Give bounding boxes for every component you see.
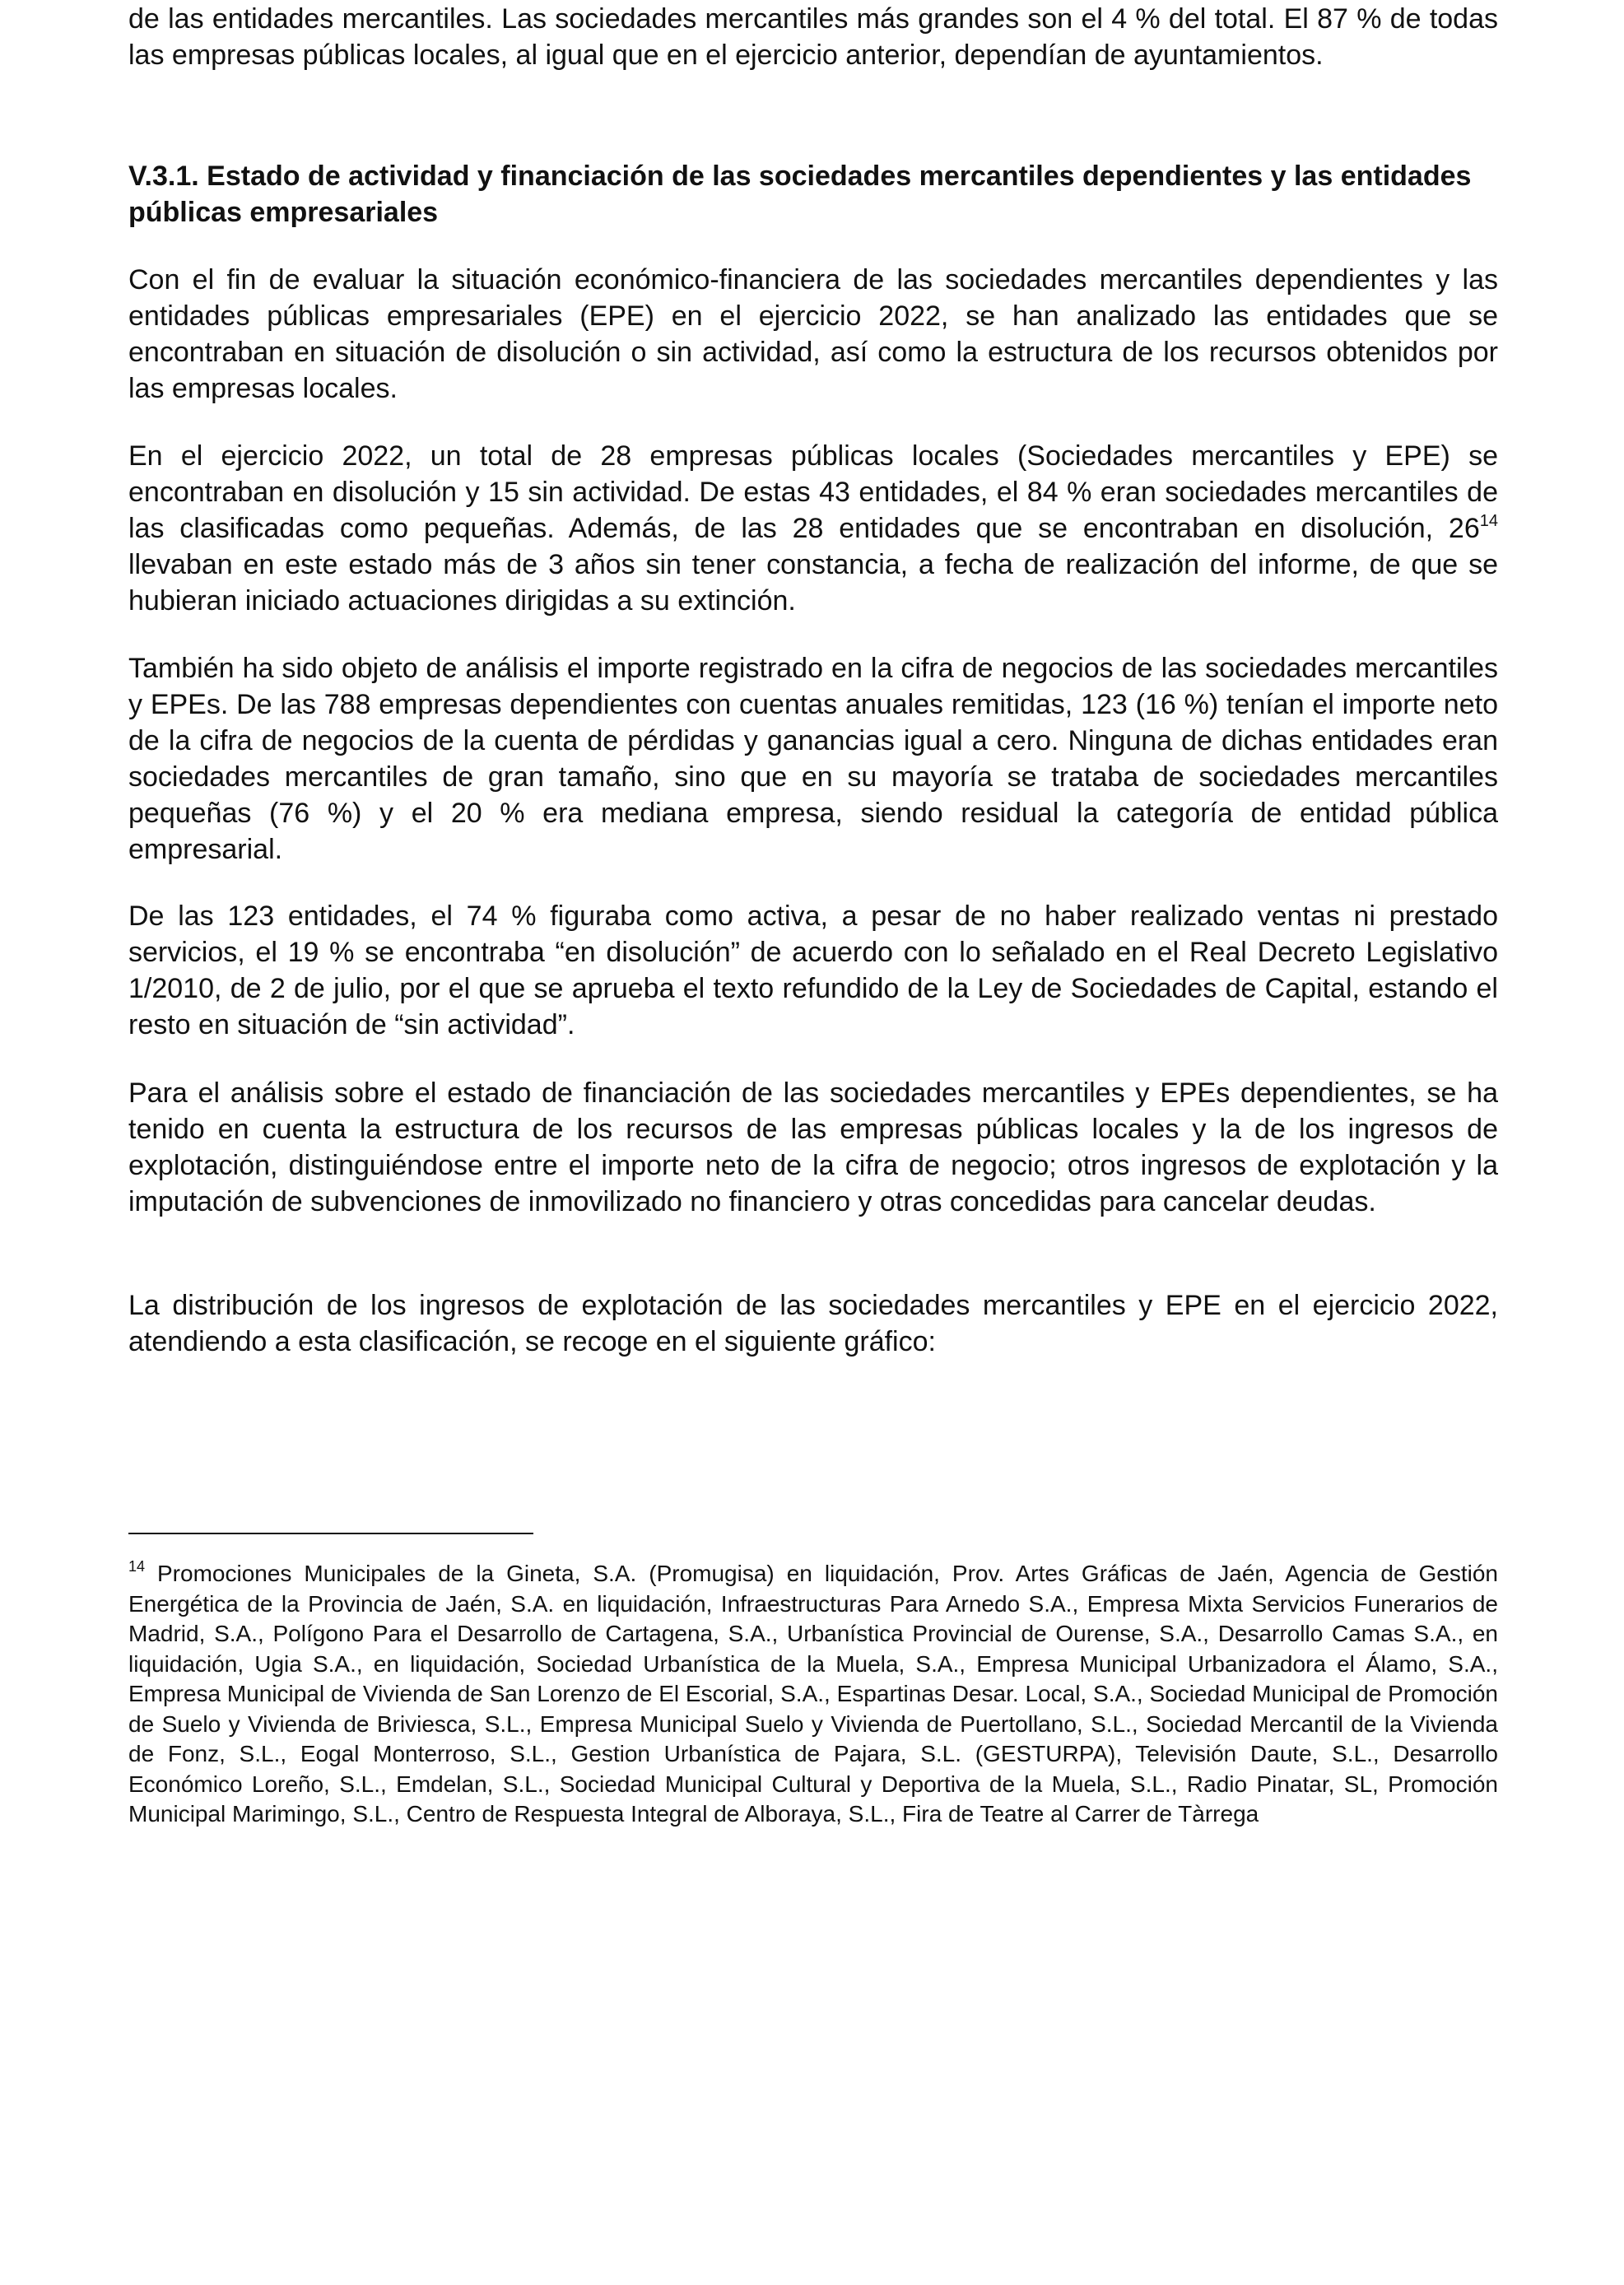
paragraph-dissolution <box>128 438 1498 619</box>
paragraph-evaluation: Con el fin de evaluar la situación económico-financiera de las sociedades mercantiles dependientes y las entidades públicas empresariales (EPE) en el ejercicio 2022, se han analizado las entidades que se encontraban en situación de disolución o sin actividad, así como la estructura de los recursos obtenidos por las empresas locales. <box>128 264 1498 404</box>
paragraph-turnover: También ha sido objeto de análisis el importe registrado en la cifra de negocios de las sociedades mercantiles y EPEs. De las 788 empresas dependientes con cuentas anuales remitidas, 123 (16 %) tenían el importe neto de la cifra de negocios de la cuenta de pérdidas y ganancias igual a cero. Ninguna de dichas entidades eran sociedades mercantiles de gran tamaño, sino que en su mayoría se trataba de sociedades mercantiles pequeñas (76 %) y el 20 % era mediana empresa, siendo residual la categoría de entidad pública empresarial. <box>128 653 1498 865</box>
paragraph-continuation: de las entidades mercantiles. Las sociedades mercantiles más grandes son el 4 % del total. El 87 % de todas las empresas públicas locales, al igual que en el ejercicio anterior, dependían de ayuntamientos. <box>128 3 1498 71</box>
paragraph-dissolution-text-a: En el ejercicio 2022, un total de 28 empresas públicas locales (Sociedades mercantiles y EPE) se encontraban en disolución y 15 sin actividad. De estas 43 entidades, el 84 % eran sociedades mercantiles de las clasificadas como pequeñas. Además, de las 28 entidades que se encontraban en disolución, 26 <box>128 440 1498 544</box>
footnote-number: 14 <box>128 1557 146 1575</box>
paragraph-distribution: La distribución de los ingresos de explotación de las sociedades mercantiles y EPE en el ejercicio 2022, atendiendo a esta clasificación, se recoge en el siguiente gráfico: <box>128 1290 1498 1357</box>
paragraph-dissolution-text-b: llevaban en este estado más de 3 años sin tener constancia, a fecha de realización del informe, de que se hubieran iniciado actuaciones dirigidas a su extinción. <box>128 549 1498 617</box>
paragraph-activity: De las 123 entidades, el 74 % figuraba como activa, a pesar de no haber realizado ventas ni prestado servicios, el 19 % se encontraba “en disolución” de acuerdo con lo señalado en el Real Decreto Legislativo 1/2010, de 2 de julio, por el que se aprueba el texto refundido de la Ley de Sociedades de Capital, estando el resto en situación de “sin actividad”. <box>128 901 1498 1040</box>
footnote-reference[interactable]: 14 <box>1479 511 1498 530</box>
section-heading: V.3.1. Estado de actividad y financiación de las sociedades mercantiles dependientes y las entidades públicas empresariales <box>128 161 1472 228</box>
footnote <box>128 1559 1498 1830</box>
footnote-separator <box>128 1533 533 1534</box>
paragraph-financing: Para el análisis sobre el estado de financiación de las sociedades mercantiles y EPEs dependientes, se ha tenido en cuenta la estructura de los recursos de las empresas públicas locales y la de los ingresos de explotación, distinguiéndose entre el importe neto de la cifra de negocio; otros ingresos de explotación y la imputación de subvenciones de inmovilizado no financiero y otras concedidas para cancelar deudas. <box>128 1077 1498 1217</box>
footnote-text: Promociones Municipales de la Gineta, S.A. (Promugisa) en liquidación, Prov. Artes Gráficas de Jaén, Agencia de Gestión Energética de la Provincia de Jaén, S.A. en liquidación, Infraestructuras Para Arnedo S.A., Empresa Mixta Servicios Funerarios de Madrid, S.A., Polígono Para el Desarrollo de Cartagena, S.A., Urbanística Provincial de Ourense, S.A., Desarrollo Camas S.A., en liquidación, Ugia S.A., en liquidación, Sociedad Urbanística de la Muela, S.A., Empresa Municipal Urbanizadora el Álamo, S.A., Empresa Municipal de Vivienda de San Lorenzo de El Escorial, S.A., Espartinas Desar. Local, S.A., Sociedad Municipal de Promoción de Suelo y Vivienda de Briviesca, S.L., Empresa Municipal Suelo y Vivienda de Puertollano, S.L., Sociedad Mercantil de la Vivienda de Fonz, S.L., Eogal Monterroso, S.L., Gestion Urbanística de Pajara, S.L. (GESTURPA), Televisión Daute, S.L., Desarrollo Económico Loreño, S.L., Emdelan, S.L., Sociedad Municipal Cultural y Deportiva de la Muela, S.L., Radio Pinatar, SL, Promoción Municipal Marimingo, S.L., Centro de Respuesta Integral de Alboraya, S.L., Fira de Teatre al Carrer de Tàrrega <box>128 1561 1498 1827</box>
